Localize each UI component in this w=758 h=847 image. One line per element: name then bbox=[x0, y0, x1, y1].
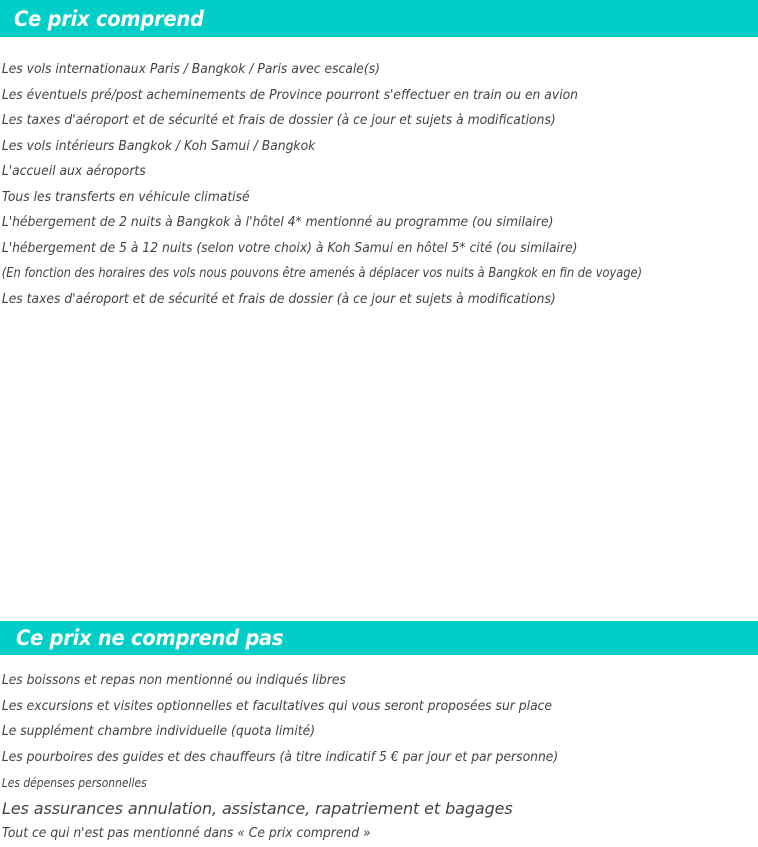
excluded-items-list bbox=[0, 668, 758, 847]
section-heading-included: Ce prix comprend bbox=[14, 6, 204, 31]
list-item: Les vols intérieurs Bangkok / Koh Samui / Bangkok bbox=[1, 137, 316, 154]
section-heading-excluded: Ce prix ne comprend pas bbox=[16, 626, 284, 650]
list-item: Tout ce qui n'est pas mentionné dans « Ce prix comprend » bbox=[1, 825, 371, 841]
list-item: Le supplément chambre individuelle (quota limité) bbox=[1, 723, 316, 739]
list-item: Les dépenses personnelles bbox=[1, 775, 147, 790]
list-item: L'hébergement de 5 à 12 nuits (selon votre choix) à Koh Samui en hôtel 5* cité (ou similaire) bbox=[1, 239, 578, 256]
list-item: Les taxes d'aéroport et de sécurité et frais de dossier (à ce jour et sujets à modifications) bbox=[1, 112, 556, 128]
list-item: Les assurances annulation, assistance, rapatriement et bagages bbox=[2, 798, 513, 818]
list-item: Les taxes d'aéroport et de sécurité et frais de dossier (à ce jour et sujets à modifications) bbox=[1, 290, 556, 307]
heading-ghost-text: Ce prix ne comprend pas bbox=[16, 348, 290, 372]
list-item: Les excursions et visites optionnelles et facultatives qui vous seront proposées sur place bbox=[1, 697, 553, 714]
list-item: Tous les transferts en véhicule climatisé bbox=[1, 188, 250, 205]
list-item: Les boissons et repas non mentionné ou indiqués libres bbox=[1, 672, 346, 688]
section-header-included bbox=[0, 0, 758, 37]
heading-ghost-artifact bbox=[0, 348, 758, 381]
list-item: (En fonction des horaires des vols nous pouvons être amenés à déplacer vos nuits à Bangkok en fin de voyage) bbox=[1, 266, 643, 281]
list-item: L'accueil aux aéroports bbox=[1, 163, 146, 179]
list-item: Les pourboires des guides et des chauffeurs (à titre indicatif 5 € par jour et par personne) bbox=[1, 748, 559, 765]
section-header-excluded bbox=[0, 621, 758, 655]
included-items-list bbox=[0, 57, 758, 312]
list-item: Les vols internationaux Paris / Bangkok / Paris avec escale(s) bbox=[1, 61, 380, 77]
list-item: Les éventuels pré/post acheminements de Province pourront s'effectuer en train ou en avion bbox=[1, 86, 579, 103]
list-item: L'hébergement de 2 nuits à Bangkok à l'hôtel 4* mentionné au programme (ou similaire) bbox=[1, 214, 554, 230]
